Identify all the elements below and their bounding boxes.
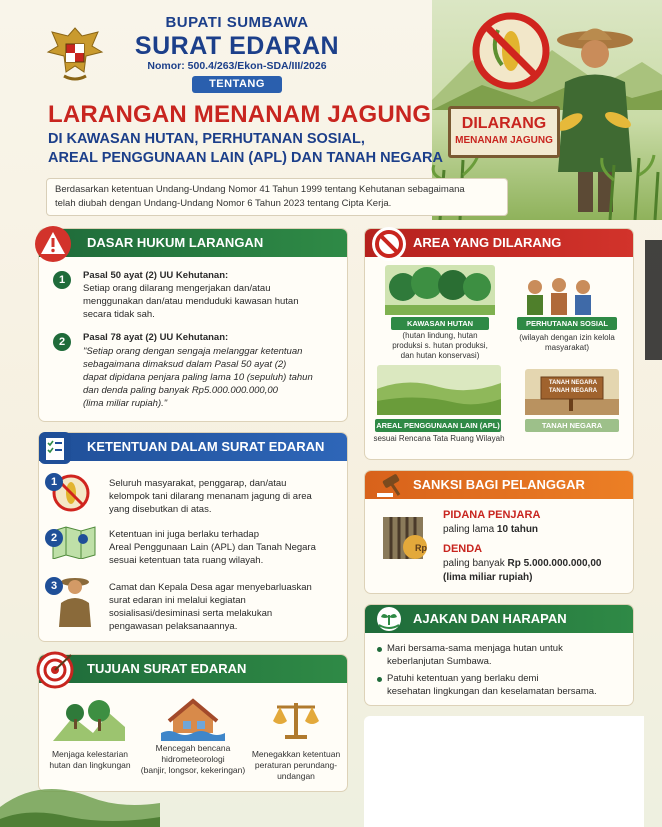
target-icon: [35, 651, 75, 689]
dasar-item-2-line4: dan denda paling banyak Rp5.000.000.000,00: [83, 385, 278, 396]
garuda-emblem-icon: [46, 22, 104, 86]
page-subtitle-2: AREAL PENGGUNAAN LAIN (APL) DAN TANAH NEGARA: [48, 150, 443, 166]
ajakan-title: AJAKAN DAN HARAPAN: [365, 605, 633, 633]
tanah-negara-sign-line1: TANAH NEGARA: [548, 380, 598, 386]
pidana-line: [443, 523, 538, 536]
tujuan-item-2-line2: hidrometeorologi: [161, 754, 225, 764]
ajakan-bullet-2: [377, 677, 382, 682]
pidana-head: PIDANA PENJARA: [443, 509, 541, 521]
tujuan-item-1-line1: Menjaga kelestarian: [51, 749, 129, 759]
ajakan-bullet-1: [377, 647, 382, 652]
page-subtitle-1: DI KAWASAN HUTAN, PERHUTANAN SOSIAL,: [48, 131, 365, 147]
ketentuan-item-1-line2: kelompok tani dilarang menanam jagung di area: [109, 491, 312, 502]
tanah-negara-label: TANAH NEGARA: [525, 419, 619, 432]
ketentuan-item-1-line3: yang disebutkan di atas.: [109, 504, 212, 515]
denda-value: Rp 5.000.000.000,00: [507, 558, 602, 569]
header-bupati: BUPATI SUMBAWA: [165, 14, 309, 31]
apl-desc1: sesuai Rencana Tata Ruang Wilayah: [373, 434, 505, 443]
ketentuan-item-2-line2: Areal Penggunaan Lain (APL) dan Tanah Negara: [109, 542, 316, 553]
dasar-item-2-line3: dapat dipidana penjara paling lama 10 (sepuluh) tahun: [83, 372, 313, 383]
kawasan-hutan-desc1: (hutan lindung, hutan: [402, 331, 478, 340]
gavel-icon: [373, 471, 409, 499]
bottom-hills: [0, 747, 662, 827]
ban-icon: [369, 225, 409, 263]
warning-icon: [33, 225, 73, 263]
ketentuan-item-2-line3: sesuai ketentuan tata ruang wilayah.: [109, 555, 264, 566]
tujuan-item-3-line3: undangan: [277, 771, 315, 781]
plant-hand-icon: [373, 605, 405, 633]
ajakan-card: [364, 604, 634, 706]
ajakan-1-line2: keberlanjutan Sumbawa.: [387, 656, 492, 667]
perhutanan-desc2: masyarakat): [544, 343, 589, 352]
ketentuan-item-1-line1: Seluruh masyarakat, penggarap, dan/atau: [109, 478, 287, 489]
ketentuan-item-3-line4: pengawasan pelaksanaannya.: [109, 621, 238, 632]
dasar-item-1-number: 1: [53, 271, 71, 289]
forest-icon: [53, 697, 125, 741]
ketentuan-item-2-line1: Ketentuan ini juga berlaku terhadap: [109, 529, 260, 540]
ketentuan-item-3-line2: surat edaran ini melalui kegiatan: [109, 595, 246, 606]
apl-image: [377, 365, 501, 415]
intro-line-2: telah diubah dengan Undang-Undang Nomor 6 Tahun 2023 tentang Cipta Kerja.: [55, 198, 392, 209]
kawasan-hutan-desc2: produksi s. hutan produksi,: [392, 341, 488, 350]
ajakan-1-line1: Mari bersama-sama menjaga hutan untuk: [387, 643, 563, 654]
dasar-item-2-number: 2: [53, 333, 71, 351]
intro-line-1: Berdasarkan ketentuan Undang-Undang Nomor 41 Tahun 1999 tentang Kehutanan sebagaimana: [55, 184, 465, 195]
sanksi-title: SANKSI BAGI PELANGGAR: [365, 471, 633, 499]
ketentuan-item-3-number: 3: [45, 577, 63, 595]
apl-label: AREAL PENGGUNAAN LAIN (APL): [376, 421, 500, 430]
checklist-icon: [35, 429, 75, 467]
dasar-item-2-line1: "Setiap orang dengan sengaja melanggar ketentuan: [83, 346, 303, 357]
perhutanan-sosial-label: PERHUTANAN SOSIAL: [517, 317, 617, 330]
header-surat-edaran: SURAT EDARAN: [134, 32, 340, 60]
dasar-hukum-title: DASAR HUKUM LARANGAN: [39, 229, 347, 257]
ketentuan-title: KETENTUAN DALAM SURAT EDARAN: [39, 433, 347, 461]
perhutanan-desc1: (wilayah dengan izin kelola: [519, 333, 615, 342]
kawasan-hutan-image: [385, 265, 495, 315]
sign-line1: DILARANG: [461, 115, 547, 132]
dasar-hukum-card: [38, 228, 348, 422]
tanah-negara-sign-line2: TANAH NEGARA: [548, 388, 598, 394]
kawasan-hutan-label: KAWASAN HUTAN: [391, 317, 489, 330]
tujuan-item-3-line2: peraturan perundang-: [254, 760, 338, 770]
dasar-item-1-line1: Setiap orang dilarang mengerjakan dan/atau: [83, 283, 271, 294]
ketentuan-item-3-line3: sosialisasi/desiminasi serta melakukan: [109, 608, 273, 619]
pidana-value: 10 tahun: [496, 524, 539, 535]
dasar-item-1-line3: secara tidak sah.: [83, 309, 155, 320]
dasar-item-2-head: Pasal 78 ayat (2) UU Kehutanan:: [83, 332, 229, 343]
header-nomor: Nomor: 500.4/263/Ekon-SDA/III/2026: [147, 60, 327, 72]
area-title: AREA YANG DILARANG: [365, 229, 633, 257]
dasar-item-1-head: Pasal 50 ayat (2) UU Kehutanan:: [83, 270, 229, 281]
ketentuan-card: [38, 432, 348, 642]
prison-icon: [381, 513, 429, 563]
dilarang-sign: [448, 106, 560, 158]
sanksi-card: [364, 470, 634, 594]
pidana-pre: paling lama: [443, 524, 497, 535]
area-card: [364, 228, 634, 460]
tujuan-item-2-line3: (banjir, longsor, kekeringan): [140, 765, 246, 775]
tujuan-item-3-line1: Menegakkan ketentuan: [251, 749, 341, 759]
tujuan-title: TUJUAN SURAT EDARAN: [39, 655, 347, 683]
dasar-item-1-line2: menggunakan dan/atau menduduki kawasan hutan: [83, 296, 299, 307]
page-title: LARANGAN MENANAM JAGUNG: [48, 101, 432, 128]
dasar-item-2-line2: sebagaimana dimaksud dalam Pasal 50 ayat (2): [83, 359, 287, 370]
perhutanan-sosial-image: [519, 275, 599, 315]
rp-coin-label: Rp: [415, 543, 427, 553]
denda-line: [443, 557, 601, 570]
tujuan-item-2-line1: Mencegah bencana: [155, 743, 231, 753]
scales-icon: [271, 697, 321, 741]
ketentuan-item-2-number: 2: [45, 529, 63, 547]
ajakan-2-line2: kesehatan lingkungan dan keselamatan bersama.: [387, 686, 597, 697]
ketentuan-item-3-line1: Camat dan Kepala Desa agar menyebarluaskan: [109, 582, 312, 593]
intro-box: [46, 178, 508, 216]
denda-note: (lima miliar rupiah): [443, 572, 533, 583]
dasar-item-2-line5: (lima miliar rupiah).": [83, 398, 168, 409]
tujuan-item-1-line2: hutan dan lingkungan: [49, 760, 131, 770]
edge-shadow: [645, 240, 662, 360]
kawasan-hutan-desc3: dan hutan konservasi): [400, 351, 480, 360]
flood-house-icon: [161, 697, 225, 741]
tanah-negara-sign: [545, 379, 601, 395]
sign-line2: MENANAM JAGUNG: [455, 135, 553, 146]
no-corn-icon: [470, 10, 552, 92]
ketentuan-item-1-number: 1: [45, 473, 63, 491]
denda-pre: paling banyak: [443, 558, 508, 569]
denda-head: DENDA: [443, 543, 483, 555]
ajakan-2-line1: Patuhi ketentuan yang berlaku demi: [387, 673, 539, 684]
header-tentang-badge: TENTANG: [192, 76, 282, 93]
